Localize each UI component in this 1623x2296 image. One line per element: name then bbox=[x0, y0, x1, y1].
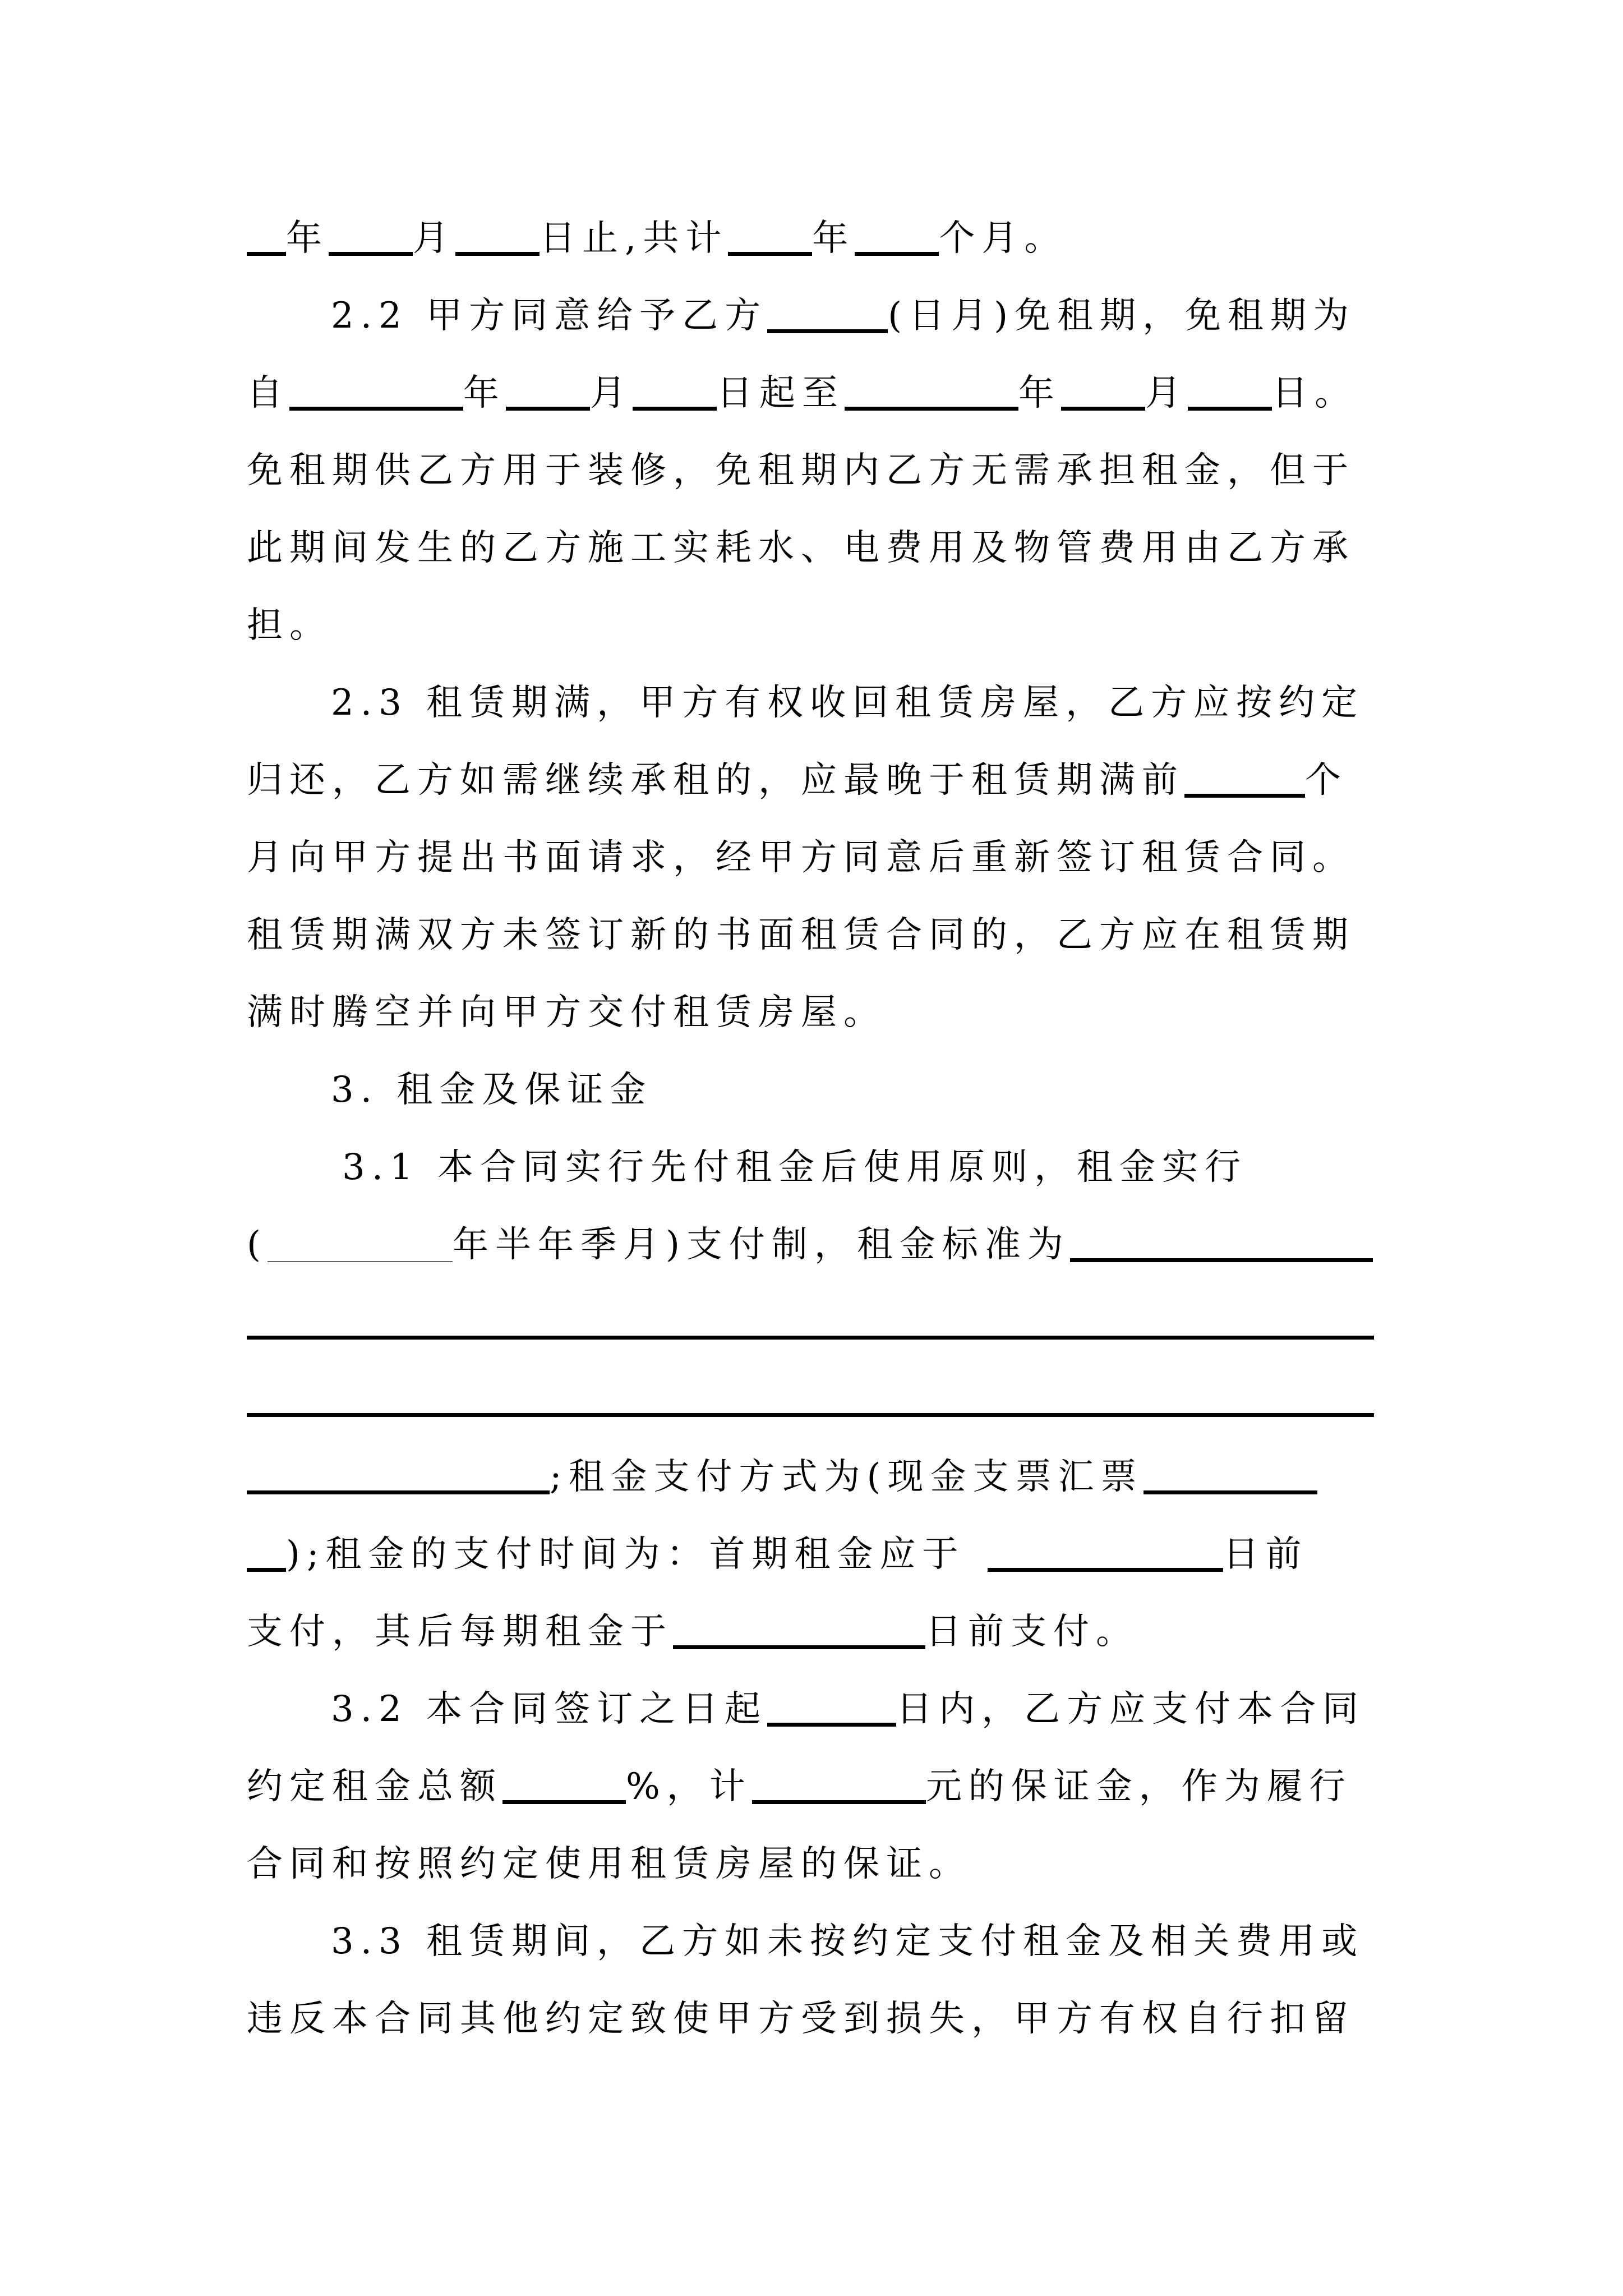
blank-line[interactable] bbox=[247, 1374, 1374, 1425]
text-fragment: 归还，乙方如需继续承租的，应最晚于租赁期满前 bbox=[247, 760, 1184, 801]
text-line-11 bbox=[247, 987, 886, 1038]
text-fragment: );租金的支付时间为：首期租金应于 bbox=[286, 1534, 965, 1575]
text-fragment: 个月。 bbox=[939, 218, 1067, 259]
text-line-9 bbox=[247, 832, 1355, 883]
text-line-14 bbox=[247, 1220, 1373, 1270]
blank-field[interactable] bbox=[247, 1452, 550, 1502]
text-fragment: 合同和按照约定使用租赁房屋的保证。 bbox=[247, 1843, 971, 1885]
text-line-24 bbox=[247, 1994, 1355, 2044]
section-heading bbox=[331, 1065, 652, 1115]
blank-field[interactable] bbox=[455, 213, 540, 264]
blank-field[interactable] bbox=[1061, 368, 1145, 418]
blank-field[interactable] bbox=[247, 213, 286, 264]
text-fragment: 日前支付。 bbox=[925, 1611, 1138, 1653]
text-fragment: 元的保证金，作为履行 bbox=[925, 1766, 1352, 1807]
text-line-17 bbox=[247, 1452, 1317, 1502]
text-fragment: 日起至 bbox=[717, 372, 845, 414]
text-fragment: 自 bbox=[247, 372, 289, 414]
text-line-4 bbox=[247, 445, 1355, 496]
blank-field[interactable] bbox=[1070, 1220, 1373, 1270]
text-fragment: 2.3 租赁期满，甲方有权收回租赁房屋，乙方应按约定 bbox=[331, 682, 1364, 724]
text-fragment: 日。 bbox=[1272, 372, 1357, 414]
blank-field[interactable] bbox=[247, 1529, 286, 1580]
text-fragment: 2.2 甲方同意给予乙方 bbox=[331, 295, 768, 337]
blank-field[interactable] bbox=[502, 1761, 626, 1812]
text-fragment: (日月)免租期，免租期为 bbox=[888, 295, 1356, 337]
text-fragment: 3.2 本合同签订之日起 bbox=[331, 1688, 768, 1730]
text-line-20 bbox=[331, 1684, 1365, 1734]
text-fragment: 个 bbox=[1305, 760, 1348, 801]
blank-field[interactable] bbox=[767, 1684, 896, 1734]
text-fragment: 此期间发生的乙方施工实耗水、电费用及物管费用由乙方承 bbox=[247, 527, 1355, 569]
text-line-2 bbox=[331, 291, 1355, 341]
blank-field[interactable] bbox=[673, 1607, 925, 1657]
text-line-21 bbox=[247, 1761, 1352, 1812]
text-fragment: 月 bbox=[1145, 372, 1188, 414]
text-fragment: 月 bbox=[590, 372, 633, 414]
text-fragment: 年 bbox=[286, 218, 329, 259]
text-fragment: %，计 bbox=[626, 1766, 752, 1807]
text-fragment: 3.3 租赁期间，乙方如未按约定支付租金及相关费用或 bbox=[331, 1921, 1364, 1962]
text-line-8 bbox=[247, 755, 1348, 806]
text-fragment: 租赁期满双方未签订新的书面租赁合同的，乙方应在租赁期 bbox=[247, 914, 1355, 956]
blank-field[interactable] bbox=[1144, 1452, 1317, 1502]
blank-field[interactable] bbox=[728, 213, 812, 264]
text-fragment: 免租期供乙方用于装修，免租期内乙方无需承担租金，但于 bbox=[247, 450, 1355, 491]
text-line-1 bbox=[247, 213, 1067, 264]
blank-field[interactable] bbox=[506, 368, 590, 418]
blank-field[interactable] bbox=[845, 368, 1018, 418]
text-line-5 bbox=[247, 523, 1355, 573]
blank-field[interactable] bbox=[289, 368, 463, 418]
text-fragment: 年半年季月)支付制，租金标准为 bbox=[452, 1224, 1070, 1266]
blank-field[interactable] bbox=[1188, 368, 1272, 418]
text-line-3 bbox=[247, 368, 1357, 418]
text-fragment: 违反本合同其他约定致使甲方受到损失，甲方有权自行扣留 bbox=[247, 1998, 1355, 2040]
blank-field[interactable] bbox=[329, 213, 413, 264]
text-fragment: 担。 bbox=[247, 605, 332, 646]
text-line-22 bbox=[247, 1839, 971, 1889]
text-line-23 bbox=[331, 1916, 1364, 1967]
text-fragment: 日内，乙方应支付本合同 bbox=[896, 1688, 1366, 1730]
text-fragment: 满时腾空并向甲方交付租赁房屋。 bbox=[247, 992, 886, 1033]
text-fragment: ( bbox=[247, 1224, 268, 1266]
text-line-7 bbox=[331, 678, 1364, 728]
text-line-13 bbox=[342, 1142, 1247, 1193]
blank-field[interactable] bbox=[752, 1761, 926, 1812]
text-fragment: 年 bbox=[812, 218, 855, 259]
text-fragment: 日止,共计 bbox=[540, 218, 728, 259]
text-fragment: ;租金支付方式为(现金支票汇票 bbox=[550, 1456, 1144, 1498]
text-fragment: 年 bbox=[463, 372, 506, 414]
blank-field[interactable] bbox=[855, 213, 939, 264]
text-line-18 bbox=[247, 1529, 1308, 1580]
blank-field[interactable] bbox=[633, 368, 717, 418]
text-fragment: 日前 bbox=[1223, 1534, 1308, 1575]
text-fragment: 月 bbox=[413, 218, 455, 259]
text-line-19 bbox=[247, 1607, 1138, 1657]
text-fragment: 年 bbox=[1018, 372, 1061, 414]
blank-field[interactable] bbox=[268, 1220, 453, 1270]
blank-line[interactable] bbox=[247, 1297, 1374, 1347]
text-fragment: 月向甲方提出书面请求，经甲方同意后重新签订租赁合同。 bbox=[247, 837, 1355, 878]
text-fragment: 3.1 本合同实行先付租金后使用原则，租金实行 bbox=[342, 1147, 1248, 1188]
blank-field[interactable] bbox=[767, 291, 888, 341]
blank-field[interactable] bbox=[988, 1529, 1223, 1580]
blank-field[interactable] bbox=[1184, 755, 1305, 806]
text-fragment: 支付，其后每期租金于 bbox=[247, 1611, 673, 1653]
text-fragment: 约定租金总额 bbox=[247, 1766, 502, 1807]
text-line-6 bbox=[247, 600, 332, 651]
text-line-10 bbox=[247, 910, 1355, 960]
text-fragment: 3. 租金及保证金 bbox=[331, 1069, 653, 1111]
